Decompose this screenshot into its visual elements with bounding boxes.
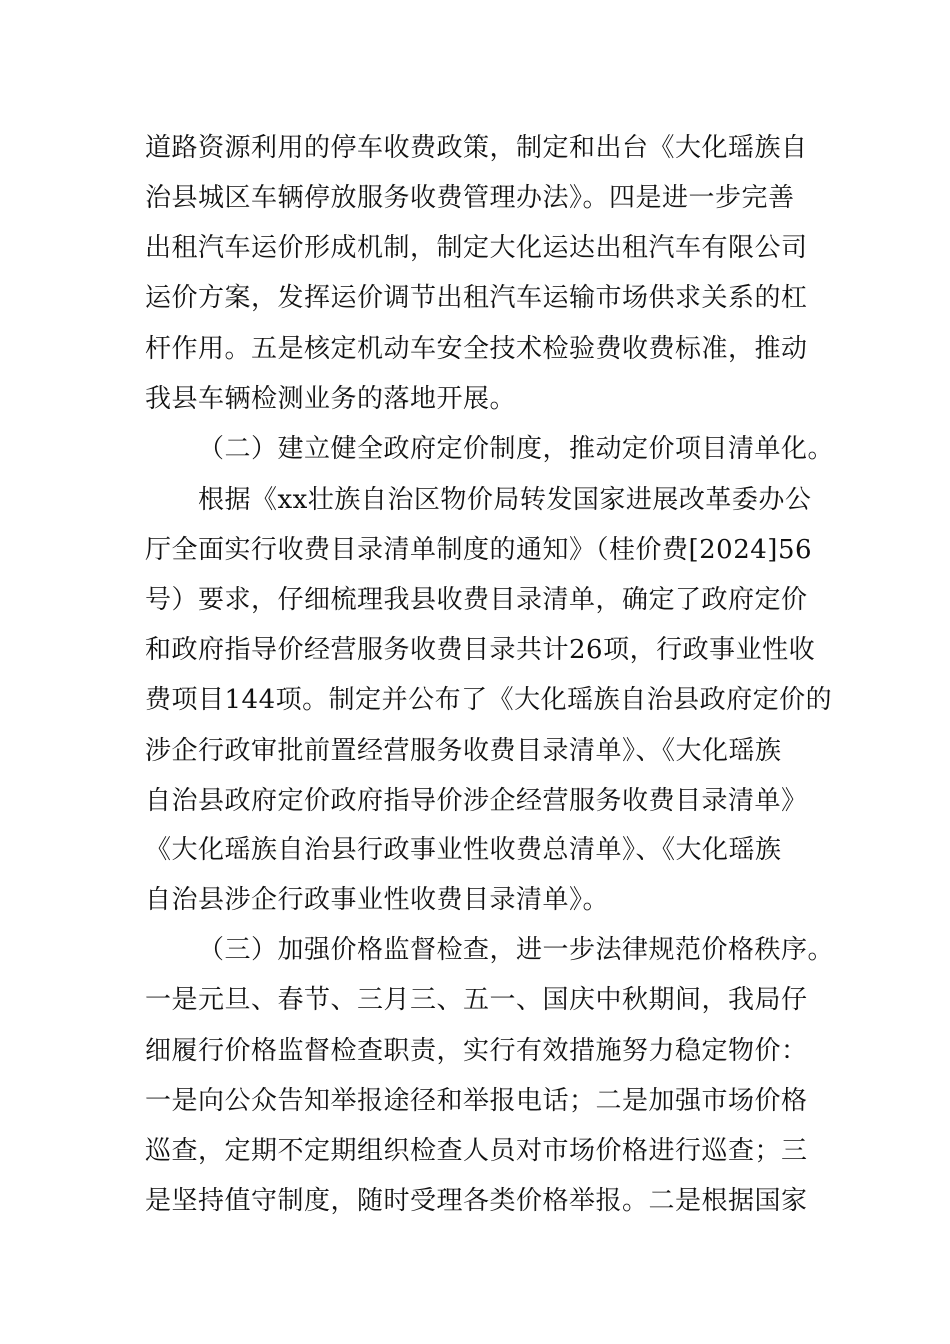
text-line: 费项目144项。制定并公布了《大化瑶族自治县政府定价的 bbox=[145, 685, 833, 715]
text-line: 出租汽车运价形成机制，制定大化运达出租汽车有限公司 bbox=[145, 233, 808, 263]
text-line: 《大化瑶族自治县行政事业性收费总清单》、《大化瑶族 bbox=[145, 835, 782, 865]
text-line: 厅全面实行收费目录清单制度的通知》（桂价费[2024]56 bbox=[145, 535, 813, 565]
text-line: 是坚持值守制度，随时受理各类价格举报。二是根据国家 bbox=[145, 1186, 808, 1216]
text-line: 我县车辆检测业务的落地开展。 bbox=[145, 384, 517, 414]
text-line: 治县城区车辆停放服务收费管理办法》。四是进一步完善 bbox=[145, 183, 795, 213]
section-heading-3: （三）加强价格监督检查，进一步法律规范价格秩序。 bbox=[198, 935, 835, 965]
text-line: 涉企行政审批前置经营服务收费目录清单》、《大化瑶族 bbox=[145, 736, 782, 766]
text-line: 号）要求，仔细梳理我县收费目录清单，确定了政府定价 bbox=[145, 585, 808, 615]
text-line: 一是元旦、春节、三月三、五一、国庆中秋期间，我局仔 bbox=[145, 985, 808, 1015]
text-line: 道路资源利用的停车收费政策，制定和出台《大化瑶族自 bbox=[145, 133, 808, 163]
text-line: 和政府指导价经营服务收费目录共计26项，行政事业性收 bbox=[145, 635, 816, 665]
text-line: 自治县政府定价政府指导价涉企经营服务收费目录清单》 bbox=[145, 786, 808, 816]
text-line: 巡查，定期不定期组织检查人员对市场价格进行巡查；三 bbox=[145, 1136, 808, 1166]
text-line: 自治县涉企行政事业性收费目录清单》。 bbox=[145, 885, 610, 915]
text-line: 细履行价格监督检查职责，实行有效措施努力稳定物价： bbox=[145, 1036, 808, 1066]
text-line: 一是向公众告知举报途径和举报电话；二是加强市场价格 bbox=[145, 1086, 808, 1116]
text-line: 根据《xx壮族自治区物价局转发国家进展改革委办公 bbox=[198, 485, 812, 515]
text-line: 杆作用。五是核定机动车安全技术检验费收费标准，推动 bbox=[145, 334, 808, 364]
text-line: 运价方案，发挥运价调节出租汽车运输市场供求关系的杠 bbox=[145, 283, 808, 313]
section-heading-2: （二）建立健全政府定价制度，推动定价项目清单化。 bbox=[198, 434, 835, 464]
